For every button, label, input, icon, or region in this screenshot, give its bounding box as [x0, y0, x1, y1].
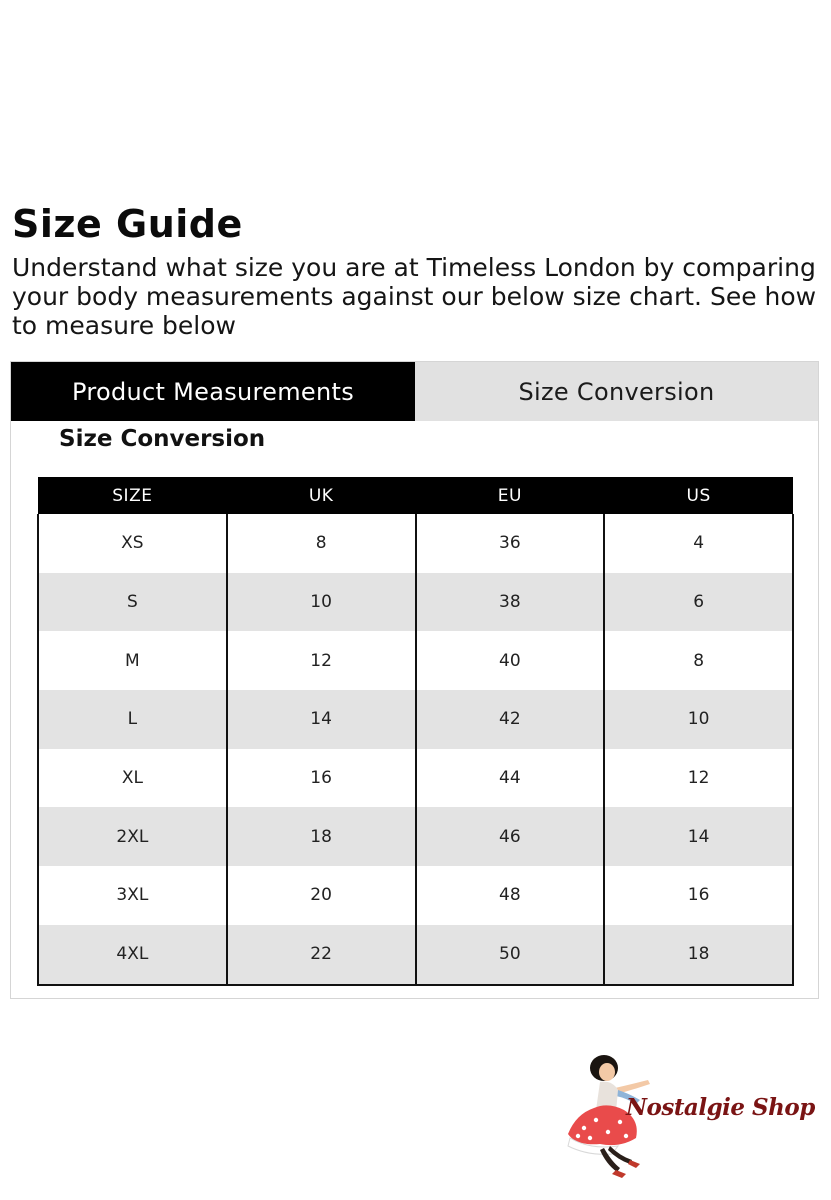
cell-size: L — [38, 690, 227, 749]
cell-uk: 10 — [227, 573, 416, 632]
cell-size: 3XL — [38, 866, 227, 925]
table-row — [38, 690, 793, 749]
table-row — [38, 749, 793, 808]
cell-eu: 42 — [416, 690, 605, 749]
column-header-uk: UK — [227, 477, 416, 514]
page-title: Size Guide — [12, 202, 243, 246]
nostalgie-shop-logo — [560, 1050, 815, 1185]
cell-eu: 44 — [416, 749, 605, 808]
cell-us: 18 — [604, 925, 793, 985]
cell-uk: 8 — [227, 514, 416, 573]
intro-text: Understand what size you are at Timeless London by comparing your body measurements against our below size chart. See how to measure below — [12, 253, 817, 340]
cell-size: S — [38, 573, 227, 632]
column-header-us: US — [604, 477, 793, 514]
column-header-size: SIZE — [38, 477, 227, 514]
cell-uk: 20 — [227, 866, 416, 925]
cell-size: XS — [38, 514, 227, 573]
tab-bar — [11, 362, 818, 421]
size-guide-panel — [10, 361, 819, 999]
cell-eu: 40 — [416, 631, 605, 690]
tab-product-measurements[interactable]: Product Measurements — [11, 362, 415, 421]
cell-size: 2XL — [38, 807, 227, 866]
cell-uk: 12 — [227, 631, 416, 690]
table-row — [38, 866, 793, 925]
cell-eu: 36 — [416, 514, 605, 573]
cell-size: 4XL — [38, 925, 227, 985]
cell-us: 6 — [604, 573, 793, 632]
cell-eu: 46 — [416, 807, 605, 866]
table-header-row — [38, 477, 793, 514]
table-row — [38, 925, 793, 985]
table-row — [38, 807, 793, 866]
table-row — [38, 573, 793, 632]
cell-us: 14 — [604, 807, 793, 866]
cell-uk: 22 — [227, 925, 416, 985]
cell-eu: 50 — [416, 925, 605, 985]
cell-us: 16 — [604, 866, 793, 925]
tab-size-conversion[interactable]: Size Conversion — [415, 362, 818, 421]
table-row — [38, 631, 793, 690]
cell-us: 10 — [604, 690, 793, 749]
logo-text: Nostalgie Shop — [626, 1094, 815, 1121]
cell-eu: 48 — [416, 866, 605, 925]
section-title: Size Conversion — [59, 426, 266, 452]
cell-eu: 38 — [416, 573, 605, 632]
cell-size: M — [38, 631, 227, 690]
table-row — [38, 514, 793, 573]
size-conversion-table — [37, 477, 794, 986]
cell-uk: 16 — [227, 749, 416, 808]
cell-us: 12 — [604, 749, 793, 808]
cell-uk: 14 — [227, 690, 416, 749]
column-header-eu: EU — [416, 477, 605, 514]
cell-size: XL — [38, 749, 227, 808]
cell-us: 8 — [604, 631, 793, 690]
cell-us: 4 — [604, 514, 793, 573]
cell-uk: 18 — [227, 807, 416, 866]
